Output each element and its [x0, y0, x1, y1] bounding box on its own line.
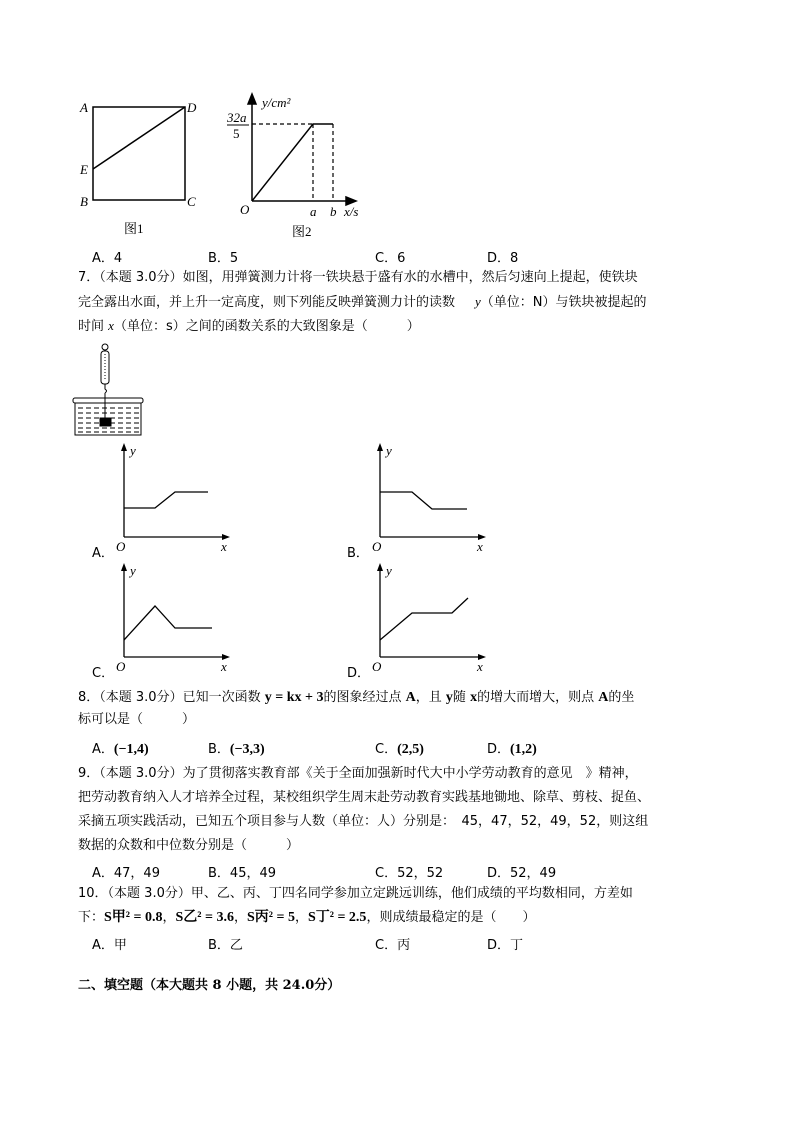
- q10-option-b[interactable]: B．乙: [208, 938, 243, 953]
- fig2-caption: 图2: [292, 224, 312, 239]
- q9-option-c[interactable]: C．52，52: [375, 866, 444, 881]
- fig1-caption: 图1: [124, 221, 144, 236]
- q8-option-c[interactable]: [375, 738, 424, 758]
- q8-var-y: y: [445, 690, 453, 705]
- q8-point-a-2: A: [598, 690, 609, 705]
- axis-label-x: x: [477, 659, 483, 674]
- q7-var-x: x: [108, 318, 114, 333]
- axis-label-x: x: [221, 539, 227, 554]
- q7-text-line2-a: 完全露出水面，并上升一定高度，则下列能反映弹簧测力计的读数: [78, 295, 456, 310]
- q10-option-d[interactable]: D．丁: [487, 938, 524, 953]
- q7-var-y: y: [475, 294, 481, 309]
- q8-function: y = kx + 3: [264, 690, 324, 705]
- q9-option-d[interactable]: D．52，49: [487, 866, 557, 881]
- q7-option-d[interactable]: D．: [347, 666, 371, 681]
- q7-option-graphs: [116, 443, 486, 674]
- origin-label: O: [116, 659, 126, 674]
- axis-label-x: x: [477, 539, 483, 554]
- q10-text-a: 下：: [78, 910, 105, 925]
- fig2-y-tick-denominator: 5: [233, 126, 240, 141]
- q7-option-b[interactable]: B．: [347, 546, 369, 561]
- q7-option-c[interactable]: C．: [92, 666, 115, 681]
- origin-label: O: [372, 659, 382, 674]
- section-2-heading: 二、填空题（本大题共 8 小题，共 24.0分）: [78, 978, 341, 993]
- fig1-label-b: B: [80, 194, 88, 209]
- q7-text-line1: 7．（本题 3.0分）如图，用弹簧测力计将一铁块悬于盛有水的水槽中，然后匀速向上提起，使铁块: [78, 270, 638, 285]
- q7-graph-a: [116, 443, 230, 554]
- q8-text-line2: 标可以是（ ）: [78, 712, 196, 727]
- q8-option-d-label: D．: [487, 742, 511, 757]
- axis-label-y: y: [386, 443, 392, 458]
- q8-text-line1: [78, 690, 634, 706]
- q8-option-c-label: C．: [375, 742, 398, 757]
- q7-graph-c: [116, 563, 230, 674]
- q8-option-b-value: (−3,3): [229, 742, 265, 757]
- q9-text-line2: 把劳动教育纳入人才培养全过程，某校组织学生周末赴劳动教育实践基地锄地、除草、剪枝、捉鱼、: [78, 790, 651, 805]
- origin-label: O: [116, 539, 126, 554]
- q8-point-a: A: [405, 690, 416, 705]
- q9-text-line1: 9．（本题 3.0分）为了贯彻落实教育部《关于全面加强新时代大中小学劳动教育的意见 》精神，: [78, 766, 638, 781]
- axis-label-y: y: [130, 563, 136, 578]
- q8-text-c: ，且: [415, 690, 442, 705]
- q8-var-x: x: [470, 690, 478, 705]
- q7-text-line3-a: 时间: [78, 319, 105, 334]
- q10-variance-ding: S丁² = 2.5: [307, 910, 367, 925]
- y-axis-arrow-icon: [377, 563, 383, 571]
- q10-text-line2: [78, 910, 535, 926]
- q8-text-f: 的坐: [608, 690, 635, 705]
- fig1-label-c: C: [187, 194, 196, 209]
- y-axis-arrow-icon: [377, 443, 383, 451]
- q6-option-d[interactable]: D．8: [487, 251, 519, 266]
- figure-1-square: [93, 107, 185, 200]
- q7-graph-d: [372, 563, 486, 674]
- y-axis-arrow-icon: [121, 443, 127, 451]
- q8-option-b[interactable]: [208, 738, 265, 758]
- function-curve: [380, 492, 467, 509]
- fig2-x-tick-b: b: [330, 204, 337, 219]
- function-curve: [124, 492, 208, 508]
- q8-text-e: 的增大而增大，则点: [477, 690, 595, 705]
- q8-text-d: 随: [452, 690, 466, 705]
- fig1-label-e: E: [80, 162, 88, 177]
- axis-label-y: y: [130, 443, 136, 458]
- q8-option-d-value: (1,2): [510, 742, 537, 757]
- axis-label-x: x: [221, 659, 227, 674]
- q9-option-a[interactable]: A．47，49: [92, 866, 160, 881]
- q10-option-c[interactable]: C．丙: [375, 938, 411, 953]
- function-curve: [380, 598, 468, 640]
- q9-text-line3: 采摘五项实践活动，已知五个项目参与人数（单位：人）分别是： 45，47，52，49，52，则这组: [78, 814, 649, 829]
- fig2-x-tick-a: a: [310, 204, 317, 219]
- q6-option-a[interactable]: A．4: [92, 251, 123, 266]
- q10-text-b: ，则成绩最稳定的是（ ）: [366, 910, 536, 925]
- fig2-y-label: y/cm²: [262, 95, 291, 110]
- q10-sep: ，: [294, 910, 308, 925]
- q6-option-c[interactable]: C．6: [375, 251, 406, 266]
- fig1-label-a: A: [80, 100, 88, 115]
- q7-text-line2: [78, 294, 647, 311]
- q10-variance-jia: S甲² = 0.8: [104, 910, 163, 925]
- q9-option-b[interactable]: B．45，49: [208, 866, 277, 881]
- q8-option-b-label: B．: [208, 742, 230, 757]
- q7-text-line2-b: （单位：N）与铁块被提起的: [480, 295, 647, 310]
- q7-text-line3: [78, 318, 420, 335]
- origin-label: O: [372, 539, 382, 554]
- q10-variance-yi: S乙² = 3.6: [175, 910, 234, 925]
- q8-option-a[interactable]: [92, 738, 149, 758]
- q10-text-line1: 10．（本题 3.0分）甲、乙、丙、丁四名同学参加立定跳远训练，他们成绩的平均数相同，方差如: [78, 886, 633, 901]
- function-curve: [124, 606, 212, 640]
- q8-option-d[interactable]: [487, 738, 537, 758]
- q7-graph-b: [372, 443, 486, 554]
- q6-option-b[interactable]: B．5: [208, 251, 239, 266]
- fig2-y-tick-numerator: 32a: [227, 110, 247, 125]
- q8-text-a: 8．（本题 3.0分）已知一次函数: [78, 690, 261, 705]
- q10-sep: ，: [162, 910, 176, 925]
- y-axis-arrow-icon: [121, 563, 127, 571]
- q9-text-line4: 数据的众数和中位数分别是（ ）: [78, 838, 300, 853]
- fig1-label-d: D: [187, 100, 197, 115]
- q10-sep: ，: [233, 910, 247, 925]
- fig2-x-label: x/s: [344, 204, 359, 219]
- axis-label-y: y: [386, 563, 392, 578]
- q7-text-line3-b: （单位：s）之间的函数关系的大致图象是（ ）: [113, 319, 420, 334]
- spring-scale-tank-illustration: [73, 344, 143, 435]
- q10-variance-bing: S丙² = 5: [246, 910, 295, 925]
- q10-option-a[interactable]: A．甲: [92, 938, 127, 953]
- q8-option-a-value: (−1,4): [113, 742, 149, 757]
- q8-option-a-label: A．: [92, 742, 114, 757]
- fig2-origin: O: [240, 202, 250, 217]
- q8-option-c-value: (2,5): [397, 742, 424, 757]
- q7-option-a[interactable]: A．: [92, 546, 114, 561]
- q8-text-b: 的图象经过点: [323, 690, 402, 705]
